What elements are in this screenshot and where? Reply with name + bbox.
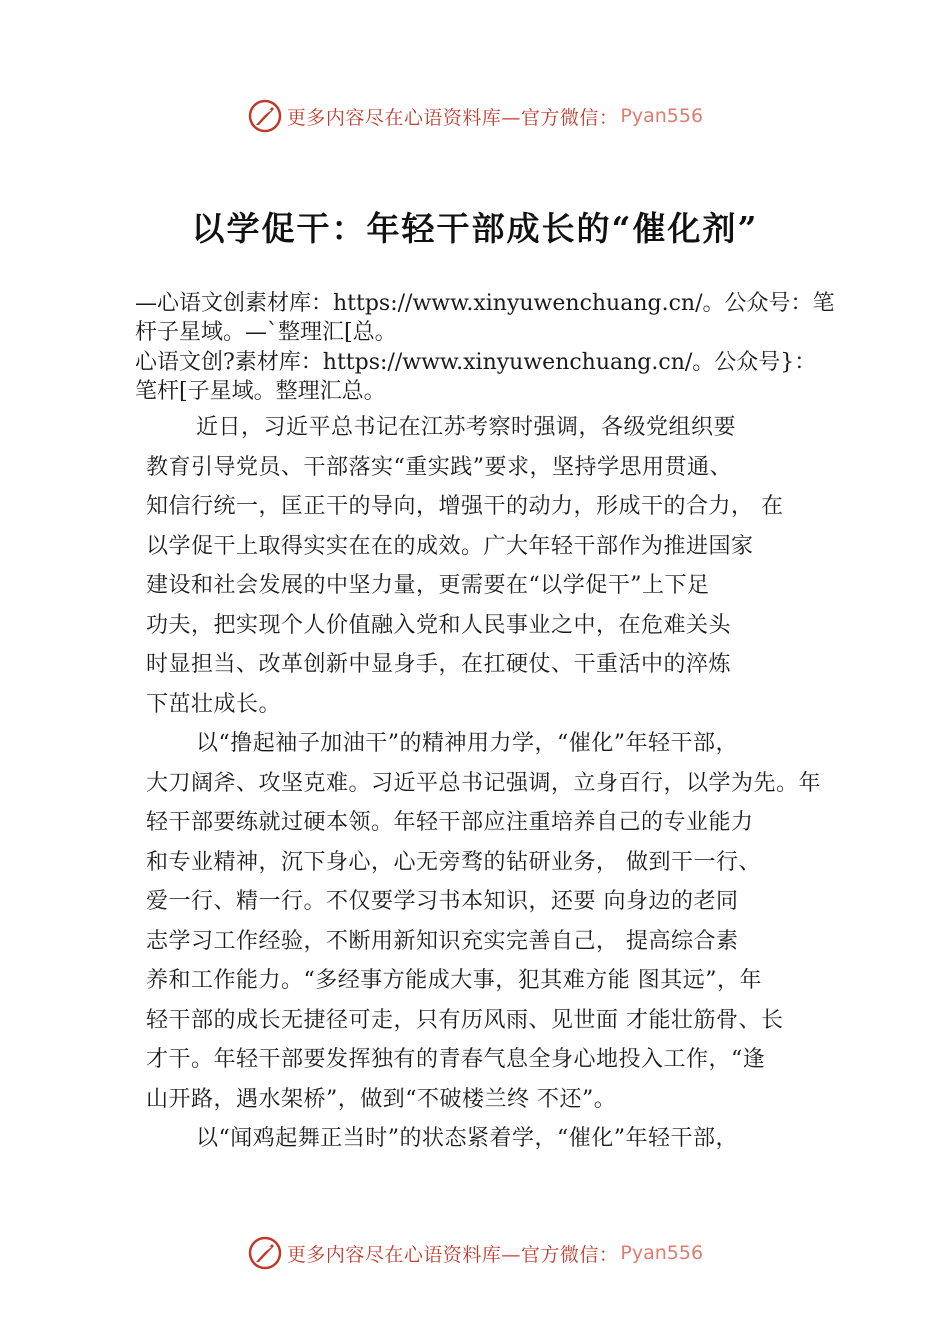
banner-text: 更多内容尽在心语资料库—官方微信：: [286, 1243, 619, 1266]
banner-wechat-id: Pyan556: [620, 105, 704, 127]
paragraph-3: [146, 1119, 846, 1159]
header-watermark-banner: [0, 96, 950, 136]
paragraph-line: 功夫，把实现个人价值融入党和人民事业之中，在危难关头: [146, 612, 732, 638]
paragraph-line: 以学促干上取得实实在在的成效。广大年轻干部作为推进国家: [146, 533, 754, 559]
paragraph-line: 近日，习近平总书记在江苏考察时强调，各级党组织要: [196, 415, 737, 440]
quill-logo-icon: [247, 1235, 283, 1271]
paragraph-line: 才干。年轻干部要发挥独有的青春气息全身心地投入工作，“逢: [146, 1047, 766, 1072]
paragraph-1: [146, 408, 846, 724]
paragraph-line: 轻干部要练就过硬本领。年轻干部应注重培养自己的专业能力: [146, 810, 754, 835]
footer-watermark-banner: [0, 1233, 950, 1273]
paragraph-line: 和专业精神，沉下身心，心无旁骛的钻研业务， 做到干一行、: [146, 849, 761, 875]
paragraph-line: 建设和社会发展的中坚力量，更需要在“以学促干”上下足: [146, 573, 710, 598]
paragraph-line: 爱一行、精一行。不仅要学习书本知识，还要 向身边的老同: [146, 889, 739, 914]
paragraph-line: 教育引导党员、干部落实“重实践”要求，坚持学思用贯通、: [146, 454, 732, 480]
paragraph-line: 大刀阔斧、攻坚克难。习近平总书记强调，立身百行，以学为先。年: [146, 770, 822, 796]
paragraph-line: 轻干部的成长无捷径可走，只有历风雨、见世面 才能壮筋骨、长: [146, 1007, 784, 1033]
paragraph-line: 知信行统一，匡正干的导向，增强干的动力，形成干的合力， 在: [146, 494, 784, 519]
banner-wechat-id: Pyan556: [620, 1242, 704, 1264]
paragraph-line: 养和工作能力。“多经事方能成大事，犯其难方能 图其远”，年: [146, 968, 762, 993]
paragraph-line: 志学习工作经验，不断用新知识充实完善自己， 提高综合素: [146, 928, 739, 954]
source-note-line-1: —心语文创素材库：https://www.xinyuwenchuang.cn/。公众号：笔杆子星域。—`整理汇[总。: [135, 291, 835, 345]
article-body: [146, 408, 846, 1159]
document-title: 以学促干：年轻干部成长的“催化剂”: [191, 209, 759, 248]
paragraph-line: 以“撸起袖子加油干”的精神用力学，“催化”年轻干部，: [196, 731, 738, 756]
paragraph-line: 以“闻鸡起舞正当时”的状态紧着学，“催化”年轻干部，: [196, 1126, 738, 1151]
paragraph-line: 山开路，遇水架桥”，做到“不破楼兰终 不还”。: [146, 1086, 617, 1112]
paragraph-line: 下茁壮成长。: [146, 691, 282, 717]
paragraph-2: [146, 724, 846, 1119]
banner-text: 更多内容尽在心语资料库—官方微信：: [286, 106, 619, 129]
paragraph-line: 时显担当、改革创新中显身手，在扛硬仗、干重活中的淬炼: [146, 652, 732, 677]
source-note-line-2: 心语文创?素材库：https://www.xinyuwenchuang.cn/。公众号}：笔杆[子星域。整理汇总。: [135, 350, 817, 404]
quill-logo-icon: [247, 98, 283, 134]
